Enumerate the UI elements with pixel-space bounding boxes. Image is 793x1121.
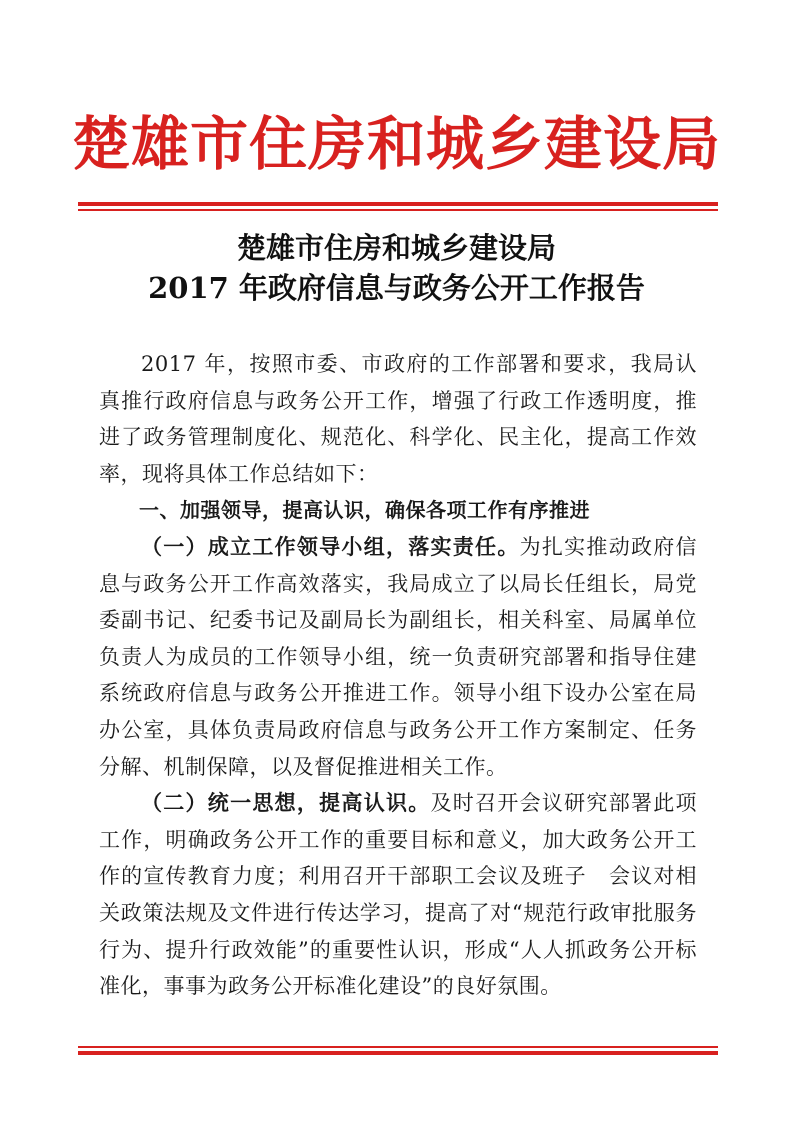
document-title-line1: 楚雄市住房和城乡建设局 [236,231,556,265]
section1-item2-paragraph [99,785,697,1005]
intro-paragraph: 2017 年，按照市委、市政府的工作部署和要求，我局认真推行政府信息与政务公开工作，增强了行政工作透明度，推进了政务管理制度化、规范化、科学化、民主化，提高工作效率，现将具体工作总结如下： [99,352,697,486]
report-body [99,346,697,1005]
letterhead-rule-thick [78,202,718,206]
section1-item2-lead: （二）统一思想，提高认识。 [141,791,431,816]
section1-item1-paragraph [99,529,697,785]
footer-rule-thick [78,1051,718,1055]
document-title-line2: 2017 年政府信息与政务公开工作报告 [148,271,645,305]
letterhead-rule-thin [78,209,718,211]
section1-heading: 一、加强领导，提高认识，确保各项工作有序推进 [139,498,590,523]
footer-rule-thin [78,1046,718,1048]
section1-item1-lead: （一）成立工作领导小组，落实责任。 [141,534,520,559]
section1-item2-text: 及时召开会议研究部署此项工作，明确政务公开工作的重要目标和意义，加大政务公开工作的宣传教育力度；利用召开干部职工会议及班子 会议对相关政策法规及文件进行传达学习，提高了对“规范行政审批服务行为、提升行政效能”的重要性认识，形成“人人抓政务公开标准化，事事为政务公开标准化建设”的良好氛围。 [99,791,698,999]
section1-item1-text: 为扎实推动政府信息与政务公开工作高效落实，我局成立了以局长任组长，局党委副书记、纪委书记及副局长为副组长，相关科室、局属单位负责人为成员的工作领导小组，统一负责研究部署和指导住建系统政府信息与政务公开推进工作。领导小组下设办公室在局办公室，具体负责局政府信息与政务公开工作方案制定、任务分解、机制保障，以及督促推进相关工作。 [99,534,698,779]
letterhead-org-name: 楚雄市住房和城乡建设局 [71,110,721,178]
